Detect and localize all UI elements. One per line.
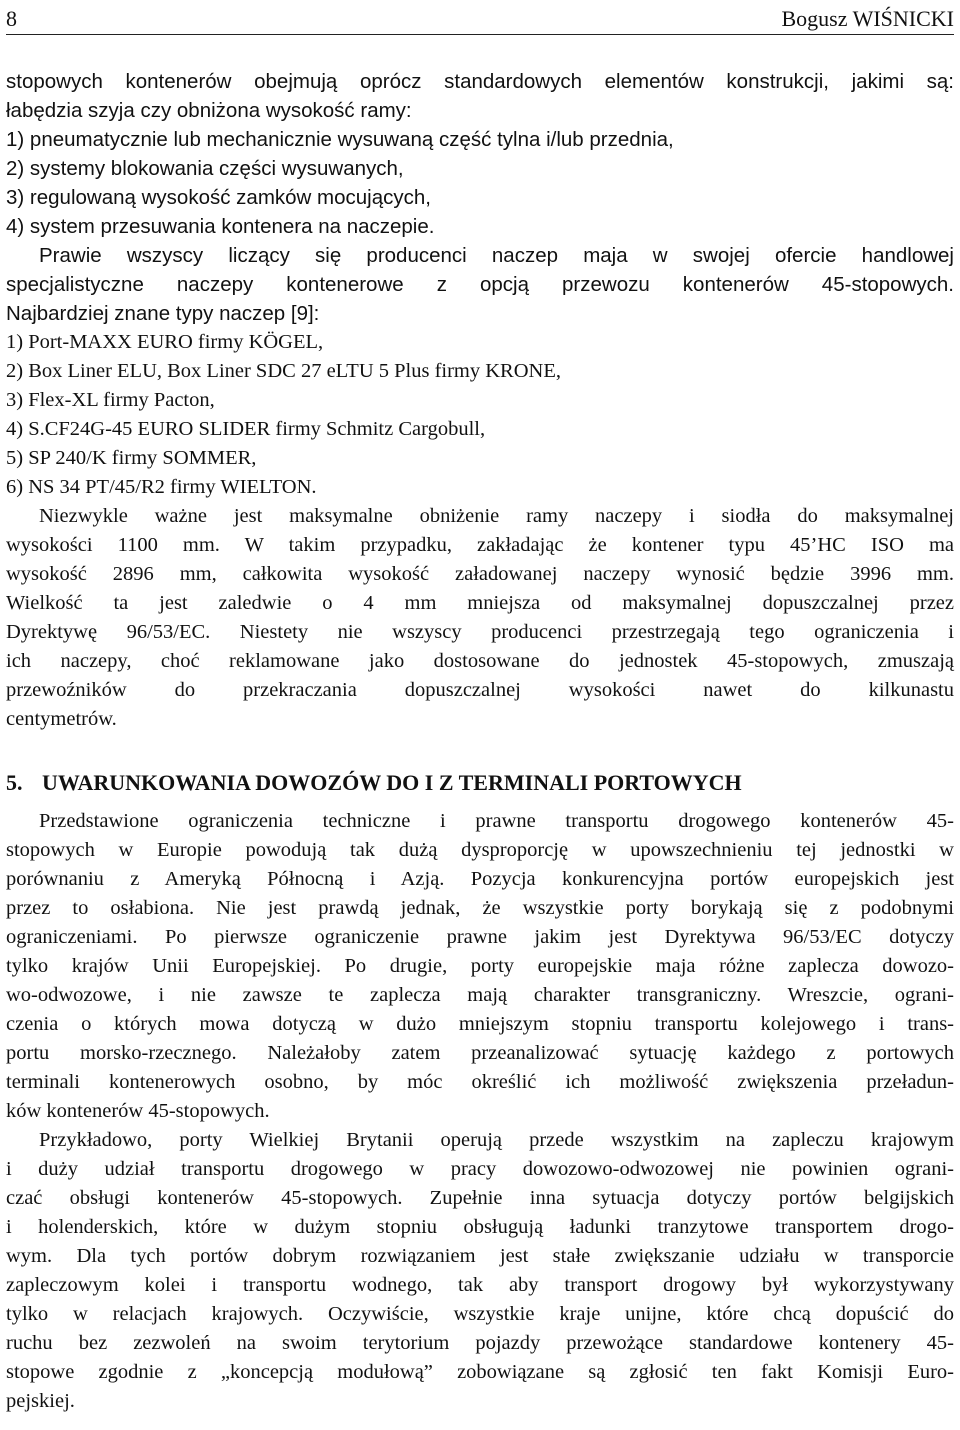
page-number: 8: [6, 6, 17, 31]
list-item: 3) Flex-XL firmy Pacton,: [6, 389, 215, 411]
text-line: wym. Dla tych portów dobrym rozwiązaniem jest stałe zwiększanie udziału w transporcie: [6, 1245, 954, 1267]
text-line: porównaniu z Ameryką Północną i Azją. Pozycja konkurencyjna portów europejskich jest: [6, 868, 954, 890]
list-item: 2) systemy blokowania części wysuwanych,: [6, 157, 404, 180]
list-item: 1) pneumatycznie lub mechanicznie wysuwaną część tylna i/lub przednia,: [6, 128, 674, 151]
list-item: 4) S.CF24G-45 EURO SLIDER firmy Schmitz Cargobull,: [6, 418, 486, 440]
text-line: przewoźników do przekraczania dopuszczalnej wysokości nawet do kilkunastu: [6, 679, 954, 701]
text-line: ograniczeniami. Po pierwsze ograniczenie prawne jakim jest Dyrektywa 96/53/EC dotyczy: [6, 926, 954, 948]
text-line: ków kontenerów 45-stopowych.: [6, 1100, 270, 1122]
text-line: centymetrów.: [6, 708, 117, 730]
text-line: Wielkość ta jest zaledwie o 4 mm mniejsza od maksymalnej dopuszczalnej przez: [6, 592, 954, 614]
text-line: stopowe zgodnie z „koncepcją modułową” zobowiązane są zgłosić ten fakt Komisji Euro-: [6, 1361, 954, 1383]
text-line: łabędzia szyja czy obniżona wysokość ramy:: [6, 99, 412, 122]
text-line: specjalistyczne naczepy kontenerowe z opcją przewozu kontenerów 45-stopowych.: [6, 273, 954, 296]
list-item: 1) Port-MAXX EURO firmy KÖGEL,: [6, 331, 324, 353]
text-line: zapleczowym kolei i transportu wodnego, tak aby transport drogowy był wykorzystywany: [6, 1274, 954, 1296]
list-item: 5) SP 240/K firmy SOMMER,: [6, 447, 257, 469]
list-item: 3) regulowaną wysokość zamków mocujących,: [6, 186, 431, 209]
list-item: 4) system przesuwania kontenera na naczepie.: [6, 215, 435, 238]
text-line: stopowych kontenerów obejmują oprócz standardowych elementów konstrukcji, jakimi są:: [6, 70, 954, 93]
text-line: tylko w relacjach krajowych. Oczywiście, wszystkie kraje unijne, które chcą dopuścić do: [6, 1303, 954, 1325]
list-item: 6) NS 34 PT/45/R2 firmy WIELTON.: [6, 476, 317, 498]
text-line: Przykładowo, porty Wielkiej Brytanii operują przede wszystkim na zapleczu krajowym: [39, 1129, 954, 1151]
list-item: 2) Box Liner ELU, Box Liner SDC 27 eLTU 5 Plus firmy KRONE,: [6, 360, 561, 382]
running-author: Bogusz WIŚNICKI: [781, 6, 954, 31]
text-line: tylko krajów Unii Europejskiej. Po drugie, porty europejskie maja różne zaplecza dowozo-: [6, 955, 954, 977]
text-line: czenia o których mowa dotyczą w dużo mniejszym stopniu transportu kolejowego i trans-: [6, 1013, 954, 1035]
text-line: Dyrektywę 96/53/EC. Niestety nie wszyscy producenci przestrzegają tego ograniczenia i: [6, 621, 954, 643]
running-header: [6, 4, 954, 35]
text-line: i holenderskich, które w dużym stopniu obsługują ładunki tranzytowe transportem drogo-: [6, 1216, 954, 1238]
text-line: przez to osłabiona. Nie jest prawdą jednak, że wszystkie porty borykają się z podobnymi: [6, 897, 954, 919]
text-line: Najbardziej znane typy naczep [9]:: [6, 302, 320, 325]
text-line: Niezwykle ważne jest maksymalne obniżenie ramy naczepy i siodła do maksymalnej: [39, 505, 954, 527]
section-heading: [6, 770, 954, 796]
text-line: portu morsko-rzecznego. Należałoby zatem przeanalizować sytuację każdego z portowych: [6, 1042, 954, 1064]
text-line: ruchu bez zezwoleń na swoim terytorium pojazdy przewożące standardowe kontenery 45-: [6, 1332, 954, 1354]
text-line: wysokość 2896 mm, całkowita wysokość załadowanej naczepy wynosić będzie 3996 mm.: [6, 563, 954, 585]
text-line: Przedstawione ograniczenia techniczne i prawne transportu drogowego kontenerów 45-: [39, 810, 954, 832]
section-number: 5.: [6, 770, 23, 795]
text-line: i duży udział transportu drogowego w pracy dowozowo-odwozowej nie powinien ograni-: [6, 1158, 954, 1180]
text-line: terminali kontenerowych osobno, by móc określić ich możliwość zwiększenia przeładun-: [6, 1071, 954, 1093]
text-line: wo-odwozowe, i nie zawsze te zaplecza mają charakter transgraniczny. Wreszcie, ograni-: [6, 984, 954, 1006]
text-line: stopowych w Europie powodują tak dużą dysproporcję w upowszechnieniu tej jednostki w: [6, 839, 954, 861]
section-title: UWARUNKOWANIA DOWOZÓW DO I Z TERMINALI PORTOWYCH: [42, 770, 742, 795]
text-line: Prawie wszyscy liczący się producenci naczep maja w swojej ofercie handlowej: [39, 244, 954, 267]
text-line: pejskiej.: [6, 1390, 75, 1412]
text-line: wysokości 1100 mm. W takim przypadku, zakładając że kontener typu 45’HC ISO ma: [6, 534, 954, 556]
text-line: czać obsługi kontenerów 45-stopowych. Zupełnie inna sytuacja dotyczy portów belgijskich: [6, 1187, 954, 1209]
text-line: ich naczepy, choć reklamowane jako dostosowane do jednostek 45-stopowych, zmuszają: [6, 650, 954, 672]
